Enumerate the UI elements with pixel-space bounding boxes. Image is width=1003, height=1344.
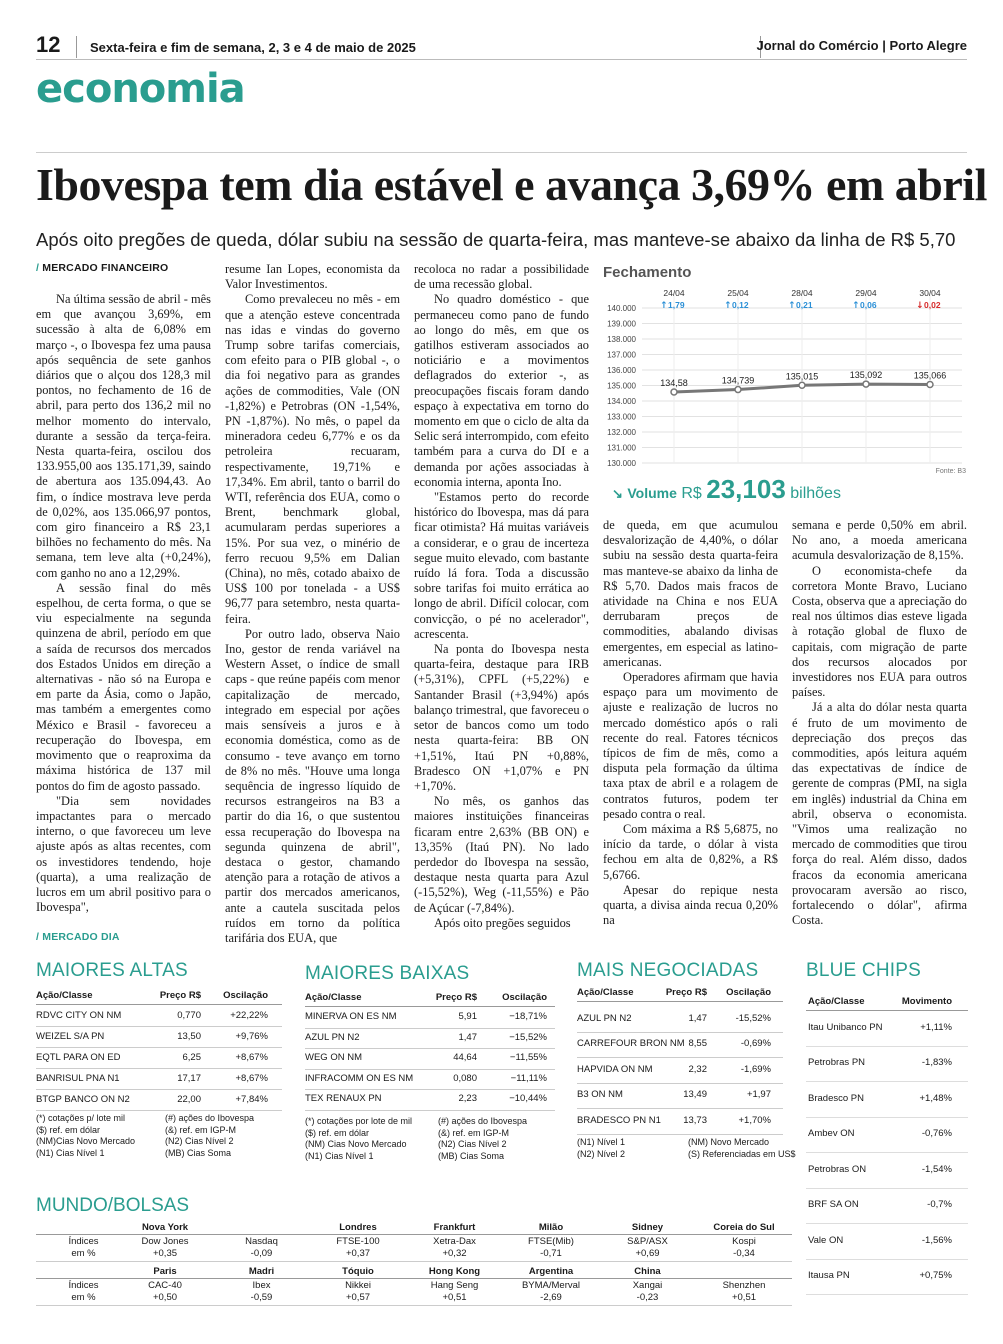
mundo-bolsas-table [36, 1220, 792, 1310]
paragraph: Após oito pregões seguidos [434, 915, 571, 930]
stock-name: RDVC CITY ON NM [36, 1009, 122, 1021]
index-change: -0,59 [250, 1292, 273, 1303]
mais-negociadas-title: MAIS NEGOCIADAS [577, 960, 759, 981]
change-label: 0,02 [924, 300, 941, 310]
table-row [806, 1153, 968, 1189]
table-row [577, 1033, 783, 1059]
market-city: Nova York [141, 1222, 189, 1233]
stock-price: 6,25 [182, 1051, 201, 1063]
market-city: Coreia do Sul [713, 1222, 775, 1233]
stock-change: +1,97 [746, 1089, 771, 1101]
arrow-up-icon: ↑ [660, 301, 668, 311]
market-city: Londres [339, 1222, 377, 1233]
change-label: 0,21 [796, 300, 813, 310]
x-tick-label: 29/04 [855, 288, 877, 298]
table-rule [36, 1234, 792, 1235]
table-row [806, 1082, 968, 1118]
paragraph: Por outro lado, observa Naio Ino, gestor de renda variável na Western Asset, o índice de small caps - que reúne papéis com menor capitalização de mercado, integrado em especial por ações mais sensíveis a juros e à economia doméstica, como as de consumo - teve avanço em torno de 8% no mês. "Houve uma longa sequência de ingresso líquido de recursos estrangeiros na B3 a partir do dia 16, o que sustentou essa recuperação do Ibovespa na segunda quinzena de abril", destaca o gestor, chamando atenção para a rotação de ativos a partir dos mercados americanos, ante a cautela suscitada pelos ruídos em torno da política tarifária dos EUA, que [225, 626, 400, 945]
index-name: Nasdaq [245, 1236, 278, 1247]
y-tick-label: 138.000 [607, 335, 636, 344]
market-city: Paris [153, 1266, 177, 1277]
maiores-baixas-title: MAIORES BAIXAS [305, 963, 470, 984]
index-name: S&P/ASX [627, 1236, 668, 1247]
index-change: -0,23 [636, 1292, 659, 1303]
stock-change: +1,11% [920, 1021, 952, 1033]
row-label: em % [71, 1292, 96, 1303]
stock-price: 13,50 [177, 1030, 201, 1042]
article-column-3 [414, 262, 589, 931]
y-tick-label: 135.000 [607, 381, 636, 391]
paragraph: resume Ian Lopes, economista da Valor Investimentos. [225, 262, 400, 292]
stock-name: MINERVA ON ES NM [305, 1011, 397, 1023]
article-column-2 [225, 262, 400, 946]
index-change: -0,71 [540, 1248, 562, 1259]
y-tick-label: 136.000 [607, 366, 636, 375]
stock-name: B3 ON NM [577, 1089, 623, 1101]
stock-change: +8,67% [235, 1051, 268, 1063]
stock-name: AZUL PN N2 [305, 1031, 360, 1043]
section-rule [36, 152, 967, 153]
stock-change: -1,56% [921, 1234, 952, 1246]
column-header: Ação/Classe [36, 990, 93, 1001]
stock-change: +0,75% [919, 1270, 952, 1282]
paragraph: "Dia sem novidades impactantes para o mercado interno, o que favoreceu um leve ajuste após as altas recentes, com os investidores tendendo, hoje (quarta), a uma realização de lucros em um abril positivo para o Ibovespa", [36, 793, 211, 915]
index-change: +0,51 [731, 1292, 757, 1303]
paragraph: No quadro doméstico - que permaneceu como pano de fundo ao longo do mês, em que os gatilhos estiveram associados ao noticiário e a movimentos deflagrados do exterior -, as preocupações fiscais foram dando espaço à expectativa em torno do momento em que o ciclo de alta da Selic será interrompido, com efeito também para a curva do DI e a demanda por ações associadas à economia interna, aponta Ino. [414, 292, 589, 489]
baixas-notes-right: (#) ações do Ibovespa (&) ref. em IGP-M (N2) Cias Nível 2 (MB) Cias Soma [438, 1116, 528, 1161]
paragraph: O economista-chefe da corretora Monte Bravo, Luciano Costa, observa que a apreciação do real nos últimos dias esteve ligada à rotação global de fluxo de capitais, com migração de parte dos recursos alocados por investidores nos EUA para outros países. [792, 563, 967, 700]
stock-name: WEG ON NM [305, 1052, 362, 1064]
market-city: Sidney [631, 1222, 664, 1233]
market-city: Madri [248, 1266, 275, 1277]
market-city: China [634, 1266, 661, 1277]
volume-label: Volume [627, 485, 677, 501]
table-row [806, 1189, 968, 1225]
index-name: FTSE(Mib) [528, 1236, 574, 1247]
column-header: Preço R$ [159, 990, 201, 1001]
index-name: CAC-40 [148, 1280, 182, 1291]
chart-source: Fonte: B3 [935, 468, 966, 475]
section-title: economia [36, 66, 245, 112]
header-rule [305, 1006, 555, 1007]
stock-price: 5,91 [458, 1011, 477, 1023]
column-header: Ação/Classe [577, 987, 634, 998]
y-tick-label: 134.000 [607, 397, 636, 406]
table-row [577, 1084, 783, 1110]
altas-notes-right: (#) ações do Ibovespa (&) ref. em IGP-M (N2) Cias Nível 2 (MB) Cias Soma [165, 1113, 255, 1158]
table-row [806, 1260, 968, 1296]
market-city: Frankfurt [433, 1222, 476, 1233]
header-rule [577, 1001, 783, 1002]
arrow-down-icon: ↓ [916, 301, 924, 311]
data-label: 134,739 [721, 375, 755, 386]
stock-price: 8,55 [688, 1038, 707, 1050]
data-point [863, 381, 869, 387]
volume-box [612, 474, 841, 505]
stock-price: 13,49 [683, 1089, 707, 1101]
y-tick-label: 139.000 [607, 319, 636, 329]
stock-change: +7,84% [235, 1093, 268, 1105]
article-column-4 [603, 518, 778, 928]
stock-name: Ambev ON [808, 1128, 855, 1140]
index-change: +0,32 [442, 1248, 467, 1259]
data-point [735, 387, 741, 393]
header-divider [76, 36, 77, 58]
stock-price: 22,00 [177, 1093, 201, 1105]
stock-name: BRADESCO PN N1 [577, 1114, 661, 1126]
column-header: Oscilação [502, 992, 547, 1003]
index-change: +0,51 [442, 1292, 467, 1303]
table-row [305, 1008, 555, 1029]
row-label: Índices [68, 1280, 99, 1291]
index-change: -2,69 [540, 1292, 562, 1303]
blue-chips-table [806, 996, 968, 1306]
stock-change: +1,48% [919, 1092, 952, 1104]
index-name: Xetra-Dax [433, 1236, 476, 1247]
table-row [806, 1047, 968, 1083]
table-row [36, 1048, 282, 1069]
table-row [36, 1090, 282, 1111]
maiores-altas-table [36, 990, 282, 1110]
y-tick-label: 131.000 [607, 443, 636, 453]
index-change: +0,37 [345, 1248, 371, 1259]
column-header: Ação/Classe [305, 992, 362, 1003]
stock-change: -0,69% [740, 1038, 771, 1050]
stock-change: -15,52% [735, 1012, 771, 1024]
stock-price: 1,47 [458, 1031, 477, 1043]
altas-notes-left: (*) cotações p/ lote mil ($) ref. em dólar (NM)Cias Novo Mercado (N1) Cias Nível 1 [36, 1113, 136, 1158]
index-change: +0,57 [345, 1292, 371, 1303]
table-row [36, 1006, 282, 1027]
table-rule [36, 1305, 792, 1306]
table-row [36, 1027, 282, 1048]
index-change: +0,69 [635, 1248, 660, 1259]
table-row [806, 1224, 968, 1260]
stock-price: 2,23 [458, 1093, 477, 1105]
stock-name: HAPVIDA ON NM [577, 1063, 653, 1075]
article-column-5 [792, 518, 967, 928]
stock-name: BTGP BANCO ON N2 [36, 1093, 130, 1105]
page-date: Sexta-feira e fim de semana, 2, 3 e 4 de maio de 2025 [90, 40, 416, 55]
change-label: 0,12 [732, 300, 749, 310]
paragraph: semana e perde 0,50% em abril. No ano, a moeda americana acumula desvalorização de 8,15%. [792, 518, 967, 563]
paragraph: recoloca no radar a possibilidade de uma recessão global. [414, 262, 589, 292]
baixas-notes-left: (*) cotações por lote de mil ($) ref. em dólar (NM) Cias Novo Mercado (N1) Cias Nível 1 [305, 1116, 413, 1161]
table-row [577, 1058, 783, 1084]
index-change: +0,35 [152, 1248, 178, 1259]
table-rule [36, 1278, 792, 1279]
stock-change: +8,67% [235, 1072, 268, 1084]
data-label: 135,015 [785, 371, 819, 382]
table-row [577, 1109, 783, 1135]
stock-change: +22,22% [230, 1009, 268, 1021]
mais-negociadas-table [577, 987, 783, 1132]
x-tick-label: 28/04 [791, 288, 813, 298]
paragraph: No mês, os ganhos das maiores instituições financeiras ficaram entre 2,63% (BB ON) e 13,35% (Itaú PN). No lado perdedor do Ibovespa na sessão, destaque nesta quarta para Azul (-15,52%), Weg (-11,55%) e Pão de Açúcar (-7,84%). [414, 794, 589, 915]
stock-name: EQTL PARA ON ED [36, 1051, 121, 1063]
change-label: 1,79 [668, 300, 685, 310]
header-rule [36, 59, 967, 60]
table-row [806, 1011, 968, 1047]
stock-change: -0,76% [921, 1128, 952, 1140]
newspaper-name: Jornal do Comércio | Porto Alegre [756, 38, 967, 53]
index-name: Hang Seng [430, 1280, 479, 1291]
stock-change: −11,55% [509, 1052, 547, 1064]
stock-price: 17,17 [177, 1072, 201, 1084]
stock-change: -1,83% [921, 1057, 952, 1069]
stock-name: CARREFOUR BRON NM [577, 1038, 685, 1050]
stock-change: −15,52% [509, 1031, 547, 1043]
maiores-baixas-table [305, 992, 555, 1110]
table-rule [36, 1261, 792, 1262]
page-number: 12 [36, 32, 61, 57]
column-header: Oscilação [223, 990, 268, 1001]
negociadas-notes-right: (NM) Novo Mercado (S) Referenciadas em US$ [688, 1137, 796, 1159]
kicker: / MERCADO FINANCEIRO [36, 262, 169, 274]
paragraph: Como prevaleceu no mês - em que a atenção esteve concentrada nas idas e vindas do governo Trump sobre tarifas comerciais, com efeito para o PIB global -, o dia foi negativo para as grandes ações de commodities, Vale (ON -1,82%) e Petrobras (ON -1,54%, PN -1,87%). No mês, o papel da mineradora cedeu 6,77% e os da petroleira recuaram, respectivamente, 19,71% e 17,34%. Em abril, tanto o barril do WTI, referência dos EUA, como o Brent, benchmark global, acumularam perdas superiores a 15%. Por sua vez, o minério de ferro recuou 9,5% em Dalian (China), no mês, cotado abaixo de US$ 100 por tonelada - a US$ 96,77 para setembro, nesta quarta-feira. [225, 292, 400, 626]
stock-price: 0,080 [453, 1072, 477, 1084]
stock-name: Petrobras ON [808, 1163, 867, 1175]
data-label: 135,066 [913, 370, 947, 381]
stock-price: 13,73 [683, 1114, 707, 1126]
column-header: Preço R$ [435, 992, 477, 1003]
stock-name: Itausa PN [808, 1270, 850, 1282]
stock-price: 1,47 [688, 1012, 707, 1024]
index-name: Kospi [732, 1236, 756, 1247]
paragraph: Operadores afirmam que havia espaço para um movimento de ajuste e realização de lucros no mercado doméstico após o rali recente do real. Fatores técnicos típicos de fim de mês, como a disputa pela formação da última taxa ptax de abril e a rolagem de contratos futuros, podem ter pesado contra o real. [603, 670, 778, 821]
data-point [927, 381, 933, 387]
negociadas-notes-left: (N1) Nível 1 (N2) Nível 2 [577, 1137, 626, 1159]
volume-unit: bilhões [790, 485, 841, 502]
index-name: Ibex [252, 1280, 271, 1291]
table-row [577, 1007, 783, 1033]
subheadline: Após oito pregões de queda, dólar subiu na sessão de quarta-feira, mas manteve-se abaixo da linha de R$ 5,70 [36, 229, 956, 250]
stock-name: AZUL PN N2 [577, 1012, 632, 1024]
index-change: -0,34 [733, 1248, 755, 1259]
stock-change: -1,69% [740, 1063, 771, 1075]
maiores-altas-title: MAIORES ALTAS [36, 960, 188, 981]
blue-chips-title: BLUE CHIPS [806, 960, 921, 981]
data-point [799, 382, 805, 388]
data-point [671, 389, 677, 395]
headline: Ibovespa tem dia estável e avança 3,69% em abril [36, 159, 987, 210]
index-name: Xangai [632, 1280, 663, 1291]
column-header: Movimento [901, 996, 952, 1007]
arrow-up-icon: ↑ [724, 301, 732, 311]
change-label: 0,06 [860, 300, 877, 310]
stock-change: +1,70% [738, 1114, 771, 1126]
x-tick-label: 25/04 [727, 288, 749, 298]
paragraph: Já a alta do dólar nesta quarta é fruto de um movimento de depreciação dos preços das commodities, após leitura aquém das expectativas de índice de gerente de compras (PMI, na sigla em inglês) industrial da China em abril, observa o economista. "Vimos uma realização no mercado de commodities que tirou força do real. Além disso, dados fracos da economia americana provocaram aversão ao risco, fortalecendo o dólar", afirma Costa. [792, 700, 967, 928]
stock-name: BRF SA ON [808, 1199, 859, 1211]
data-label: 135,092 [849, 370, 883, 381]
stock-price: 2,32 [688, 1063, 707, 1075]
chart-title: Fechamento [603, 264, 692, 281]
index-change: +0,50 [152, 1292, 178, 1303]
market-city: Milão [538, 1222, 564, 1233]
volume-value: 23,103 [706, 474, 786, 504]
row-label: Índices [68, 1236, 99, 1247]
volume-currency: R$ [681, 485, 702, 502]
paragraph: Na ponta do Ibovespa nesta quarta-feira, destaque para IRB (+5,31%), CPFL (+5,22%) e Santander Brasil (+3,94%) após balanço trimestral, que favoreceu o setor de bancos como um todo nesta quarta-feira: BB ON +1,51%, Itaú PN +0,88%, Bradesco ON +1,07% e PN +1,70%. [414, 642, 589, 793]
table-row [806, 1118, 968, 1154]
market-city: Tóquio [342, 1266, 374, 1277]
market-city: Hong Kong [428, 1266, 481, 1277]
column-header: Ação/Classe [808, 996, 865, 1007]
stock-price: 44,64 [453, 1052, 477, 1064]
table-row [305, 1049, 555, 1070]
stock-name: Vale ON [808, 1234, 844, 1246]
data-label: 134,58 [660, 378, 688, 389]
paragraph: Na última sessão de abril - mês em que avançou 3,69%, em sucessão à alta de 6,08% em março -, o Ibovespa fez uma pausa após sequência de sete ganhos diários que o alçou dos 128,3 mil pontos, no fechamento de 16 de abril, para perto dos 136,2 mil no melhor momento do intervalo, durante a sessão da terça-feira. Nesta quarta-feira, oscilou dos 133.955,00 aos 135.171,39, saindo de abertura aos 135.094,43. Ao fim, o índice mostrava leve perda de 0,02%, aos 135.066,97 pontos, com giro financeiro a R$ 23,1 bilhões no fechamento do mês. Na semana, tem leve alta (+0,24%), com ganho no ano a 12,29%. [36, 292, 211, 580]
stock-change: −18,71% [509, 1011, 547, 1023]
stock-change: -0,7% [927, 1199, 952, 1211]
paragraph: Com máxima a R$ 5,6875, no início da tarde, o dólar à vista fechou em alta de 0,82%, a R$ 5,6766. [603, 822, 778, 882]
arrow-down-right-icon: ↘ [612, 486, 623, 501]
line-chart [600, 285, 970, 480]
stock-name: TEX RENAUX PN [305, 1093, 382, 1105]
y-tick-label: 140.000 [607, 304, 636, 313]
y-tick-label: 132.000 [607, 428, 636, 437]
mercado-dia-kicker: / MERCADO DIA [36, 931, 120, 943]
index-name: Nikkei [345, 1280, 371, 1291]
stock-change: −11,11% [510, 1072, 547, 1084]
index-name: BYMA/Merval [521, 1280, 581, 1291]
table-row [305, 1090, 555, 1111]
paragraph: A sessão final do mês espelhou, de certa forma, o que se viu especialmente na segunda quinzena de abril, período em que a saída de recursos dos mercados dos Estados Unidos em direção a alternativas - não só na Europa e em parte da Ásia, como o Japão, mas também a emergentes como México e Brasil - favoreceu a recuperação do Ibovespa, em movimento que o reaproxima da máxima histórica de 137 mil pontos do fim de agosto passado. [36, 580, 211, 793]
x-tick-label: 30/04 [919, 288, 941, 298]
stock-change: −10,44% [509, 1093, 547, 1105]
index-name: Dow Jones [141, 1236, 189, 1247]
column-header: Preço R$ [665, 987, 707, 998]
paragraph: de queda, em que acumulou desvalorização de 4,40%, o dólar subiu na sessão desta quarta-feira mas manteve-se abaixo da linha de R$ 5,70. Dados mais fracos de atividade na China e nos EUA derrubaram preços de commodities, abalando divisas emergentes, em especial as latino-americanas. [603, 518, 778, 669]
y-tick-label: 133.000 [607, 412, 636, 422]
arrow-up-icon: ↑ [788, 301, 796, 311]
stock-name: Itau Unibanco PN [808, 1021, 883, 1033]
market-city: Argentina [528, 1266, 574, 1277]
paragraph: "Estamos perto do recorde histórico do Ibovespa, mas dá para ficar otimista? Há muitas variáveis a considerar, e o grau de incerteza segue muito elevado, com bastante ruído lá fora. Toda a discussão sobre tarifas foi muito errática ao longo de abril. Difícil colocar, com convicção, o pé no acelerador", acrescenta. [414, 490, 589, 641]
stock-name: Petrobras PN [808, 1057, 866, 1069]
article-column-1 [36, 292, 211, 915]
arrow-up-icon: ↑ [852, 301, 860, 311]
stock-price: 0,770 [177, 1009, 201, 1021]
stock-name: BANRISUL PNA N1 [36, 1072, 120, 1084]
mundo-bolsas-title: MUNDO/BOLSAS [36, 1195, 190, 1216]
x-tick-label: 24/04 [663, 288, 685, 298]
y-tick-label: 137.000 [607, 350, 636, 360]
stock-name: WEIZEL S/A PN [36, 1030, 105, 1042]
stock-change: +9,76% [235, 1030, 268, 1042]
paragraph: Apesar do repique nesta quarta, a divisa ainda recua 0,20% na [603, 882, 778, 928]
stock-name: Bradesco PN [808, 1092, 864, 1104]
table-row [305, 1070, 555, 1091]
index-change: -0,09 [250, 1248, 273, 1259]
header-rule [36, 1004, 282, 1005]
index-name: FTSE-100 [336, 1236, 380, 1247]
stock-name: INFRACOMM ON ES NM [305, 1072, 414, 1084]
index-name: Shenzhen [722, 1280, 766, 1291]
y-tick-label: 130.000 [607, 459, 636, 468]
table-row [36, 1069, 282, 1090]
column-header: Oscilação [726, 987, 771, 998]
row-label: em % [71, 1248, 96, 1259]
table-row [305, 1029, 555, 1050]
stock-change: -1,54% [921, 1163, 952, 1175]
